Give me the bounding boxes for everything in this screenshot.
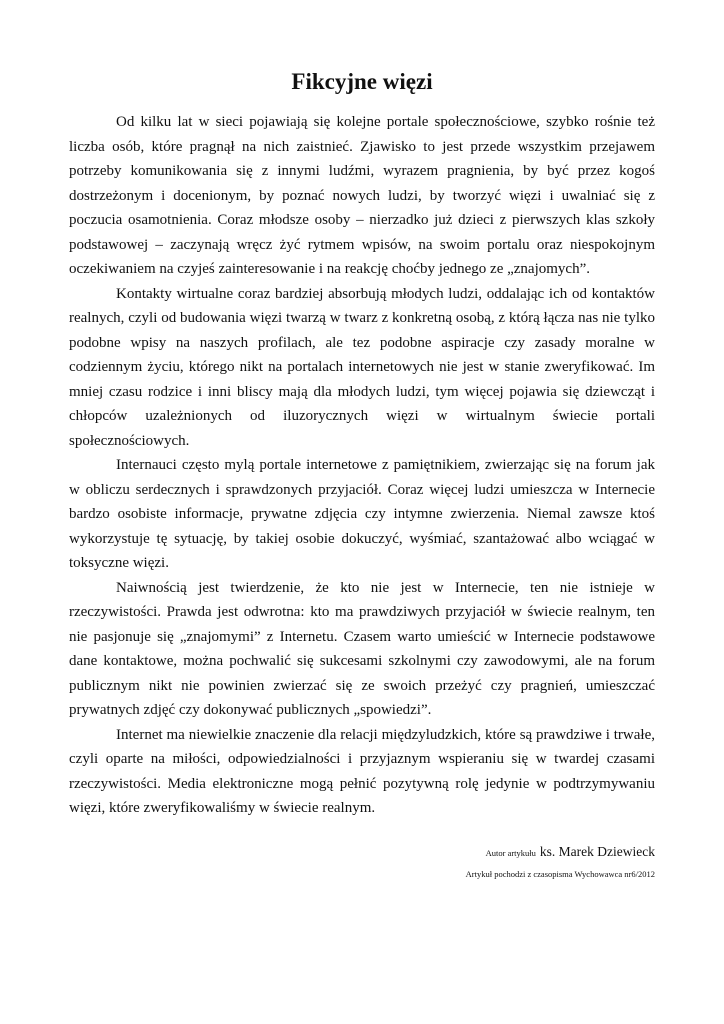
paragraph-4: Naiwnością jest twierdzenie, że kto nie jest w Internecie, ten nie istnieje w rzeczywistości. Prawda jest odwrotna: kto ma prawdziwych przyjaciół w świecie realnym, ten nie pasjonuje się „znajomymi” z Internetu. Czasem warto umieścić w Internecie podstawowe dane kontaktowe, można pochwalić się sukcesami szkolnymi czy zawodowymi, ale na forum publicznym nikt nie powinien zwierzać się ze swoich przeżyć czy pragnień, umieszczać prywatnych zdjęć czy dokonywać publicznych „spowiedzi”.: [69, 579, 655, 718]
article-title: Fikcyjne więzi: [291, 69, 433, 94]
author-name: ks. Marek Dziewieck: [539, 844, 655, 859]
source-note: Artykuł pochodzi z czasopisma Wychowawca nr6/2012: [465, 869, 655, 879]
author-prefix: Autor artykułu: [485, 848, 536, 858]
document-page: [69, 0, 655, 821]
paragraph-3: Internauci często mylą portale internetowe z pamiętnikiem, zwierzając się na forum jak w obliczu serdecznych i sprawdzonych przyjaciół. Coraz więcej ludzi umieszcza w Internecie bardzo osobiste informacje, prywatne zdjęcia czy intymne zwierzenia. Niemal zawsze ktoś wykorzystuje tę sytuację, by takiej osobie dokuczyć, wyśmiać, szantażować albo wciągać w toksyczne więzi.: [69, 457, 655, 571]
paragraph-2: Kontakty wirtualne coraz bardziej absorbują młodych ludzi, oddalając ich od kontaktów realnych, czyli od budowania więzi twarzą w twarz z konkretną osobą, z którą łącza nas nie tylko podobne wpisy na naszych profilach, ale tez podobne aspiracje czy zasady moralne w codziennym życiu, którego nikt na portalach internetowych nie jest w stanie zweryfikować. Im mniej czasu rodzice i inni bliscy mają dla młodych ludzi, tym więcej pojawia się dziewcząt i chłopców uzależnionych od iluzorycznych więzi w wirtualnym świecie portali społecznościowych.: [69, 285, 655, 449]
paragraph-1: Od kilku lat w sieci pojawiają się kolejne portale społecznościowe, szybko rośnie też liczba osób, które pragnął na nich zaistnieć. Zjawisko to jest przede wszystkim przejawem potrzeby komunikowania się z innymi ludźmi, wyrazem pragnienia, by być przez kogoś dostrzeżonym i docenionym, by poznać nowych ludzi, by tworzyć więzi i uwalniać się z poczucia osamotnienia. Coraz młodsze osoby – nierzadko już dzieci z pierwszych klas szkoły podstawowej – zaczynają wręcz żyć rytmem wpisów, na swoim portalu oraz niespokojnym oczekiwaniem na czyjeś zainteresowanie i na reakcję choćby jednego ze „znajomych”.: [69, 114, 655, 277]
author-line: [486, 843, 655, 861]
paragraph-5: Internet ma niewielkie znaczenie dla relacji międzyludzkich, które są prawdziwe i trwałe, czyli oparte na miłości, odpowiedzialności i przyjaznym wspieraniu się w twardej czasami rzeczywistości. Media elektroniczne mogą pełnić pozytywną rolę jedynie w podtrzymywaniu więzi, które zweryfikowaliśmy w świecie realnym.: [69, 726, 655, 816]
article-body: [69, 110, 655, 821]
